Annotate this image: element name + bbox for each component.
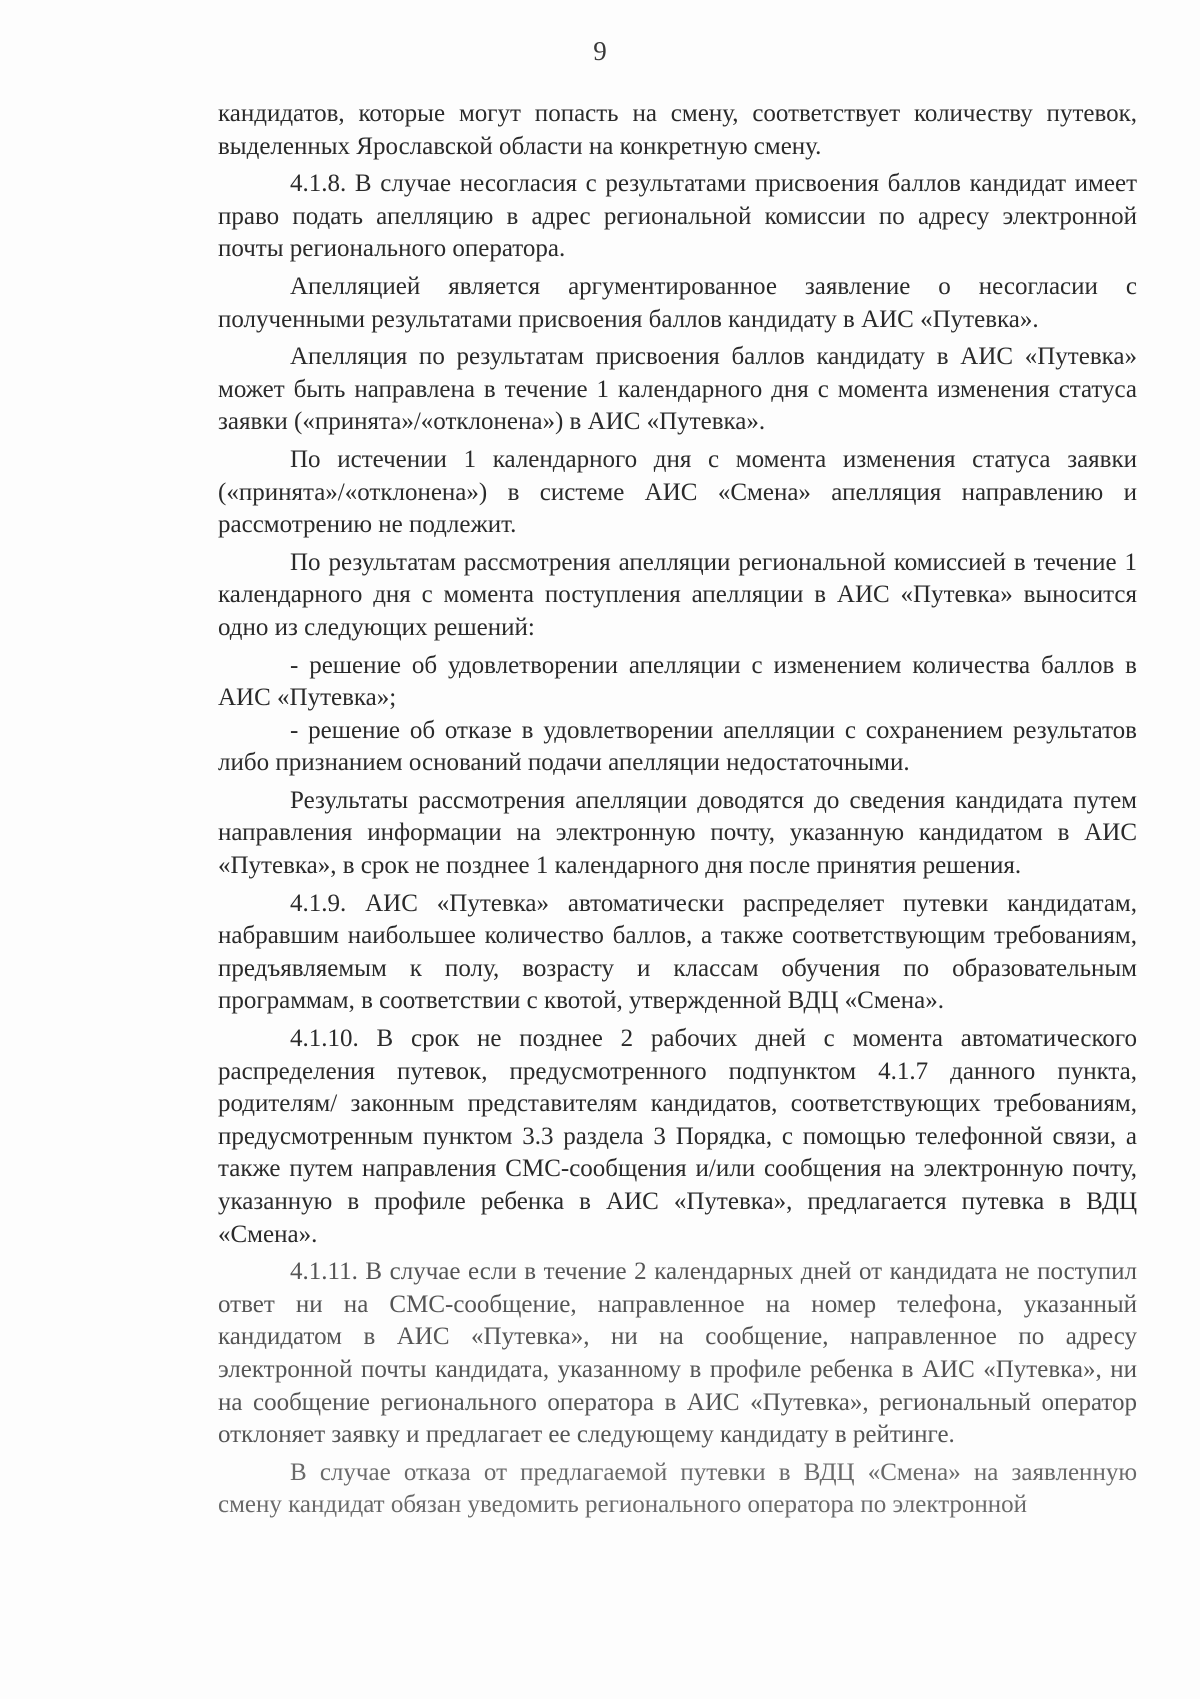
paragraph-refusal: В случае отказа от предлагаемой путевки в ВДЦ «Смена» на заявленную смену кандидат обязан уведомить регионального оператора по электронной bbox=[218, 1458, 1137, 1519]
document-body bbox=[218, 98, 1137, 1527]
paragraph-appeal-results: Результаты рассмотрения апелляции доводятся до сведения кандидата путем направления информации на электронную почту, указанную кандидатом в АИС «Путевка», в срок не позднее 1 календарного дня после принятия решения. bbox=[218, 786, 1137, 880]
page-number: 9 bbox=[593, 36, 607, 66]
paragraph-continuation: кандидатов, которые могут попасть на смену, соответствует количеству путевок, выделенных Ярославской области на конкретную смену. bbox=[218, 100, 1137, 160]
list-item-decision-refuse: - решение об отказе в удовлетворении апелляции с сохранением результатов либо признанием оснований подачи апелляции недостаточными. bbox=[218, 716, 1137, 777]
paragraph-appeal-decisions: По результатам рассмотрения апелляции региональной комиссией в течение 1 календарного дня с момента поступления апелляции в АИС «Путевка» выносится одно из следующих решений: bbox=[218, 548, 1137, 641]
paragraph-appeal-definition: Апелляцией является аргументированное заявление о несогласии с полученными результатами присвоения баллов кандидату в АИС «Путевка». bbox=[218, 272, 1137, 333]
paragraph-4-1-11: 4.1.11. В случае если в течение 2 календарных дней от кандидата не поступил ответ ни на СМС-сообщение, направленное на номер телефона, указанный кандидатом в АИС «Путевка», ни на сообщение, направленное по адресу электронной почты кандидата, указанному в профиле ребенка в АИС «Путевка», ни на сообщение регионального оператора в АИС «Путевка», региональный оператор отклоняет заявку и предлагает ее следующему кандидату в рейтинге. bbox=[218, 1258, 1137, 1449]
paragraph-appeal-expiry: По истечении 1 календарного дня с момента изменения статуса заявки («принята»/«отклонена») в системе АИС «Смена» апелляция направлению и рассмотрению не подлежит. bbox=[218, 445, 1137, 539]
paragraph-4-1-9: 4.1.9. АИС «Путевка» автоматически распределяет путевки кандидатам, набравшим наибольшее количество баллов, а также соответствующим требованиям, предъявляемым к полу, возрасту и классам обучения по образовательным программам, в соответствии с квотой, утвержденной ВДЦ «Смена». bbox=[218, 889, 1137, 1015]
paragraph-4-1-8: 4.1.8. В случае несогласия с результатами присвоения баллов кандидат имеет право подать апелляцию в адрес региональной комиссии по адресу электронной почты регионального оператора. bbox=[218, 170, 1137, 263]
list-item-decision-satisfy: - решение об удовлетворении апелляции с изменением количества баллов в АИС «Путевка»; bbox=[218, 651, 1137, 712]
paragraph-appeal-deadline: Апелляция по результатам присвоения баллов кандидату в АИС «Путевка» может быть направлена в течение 1 календарного дня с момента изменения статуса заявки («принята»/«отклонена») в АИС «Путевка». bbox=[218, 343, 1137, 436]
paragraph-4-1-10: 4.1.10. В срок не позднее 2 рабочих дней с момента автоматического распределения путевок, предусмотренного подпунктом 4.1.7 данного пункта, родителям/ законным представителям кандидатов, соответствующих требованиям, предусмотренным пунктом 3.3 раздела 3 Порядка, с помощью телефонной связи, а также путем направления СМС-сообщения и/или сообщения на электронную почту, указанную в профиле ребенка в АИС «Путевка», предлагается путевка в ВДЦ «Смена». bbox=[218, 1025, 1137, 1248]
